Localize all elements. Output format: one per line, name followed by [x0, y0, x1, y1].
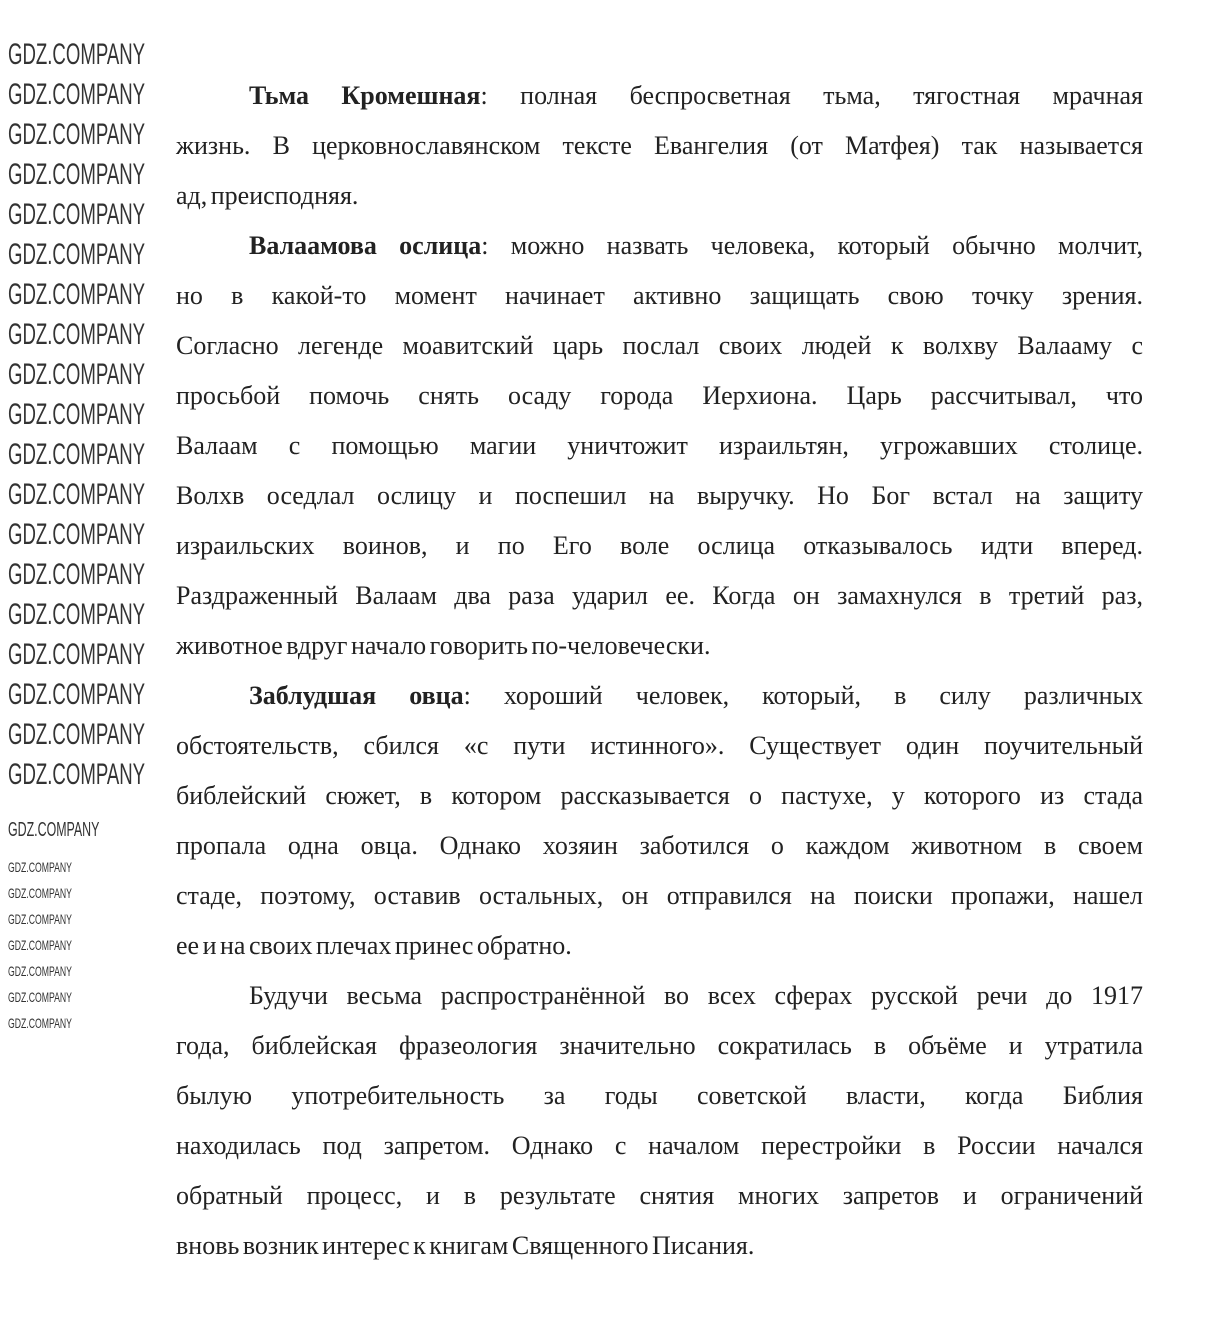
line-text: вновь возник интерес к книгам Священного Писания. [176, 1231, 755, 1260]
line-text: обратный процесс, и в результате снятия многих запретов и ограничений [176, 1181, 1143, 1210]
text-line [176, 1221, 1143, 1271]
watermark: GDZ.COMPANY [8, 678, 146, 711]
text-line [176, 221, 1143, 271]
paragraph [176, 71, 1143, 221]
text-line [176, 571, 1143, 621]
term-heading: Тьма Кромешная [249, 81, 481, 110]
watermark: GDZ.COMPANY [8, 198, 146, 231]
paragraph [176, 971, 1143, 1271]
term-heading: Заблудшая овца [249, 681, 464, 710]
text-line [176, 121, 1143, 171]
watermark: GDZ.COMPANY [8, 937, 72, 953]
watermark: GDZ.COMPANY [8, 478, 146, 511]
line-text: стаде, поэтому, оставив остальных, он отправился на поиски пропажи, нашел [176, 881, 1143, 910]
line-text: Раздраженный Валаам два раза ударил ее. Когда он замахнулся в третий раз, [176, 581, 1143, 610]
text-line [176, 371, 1143, 421]
watermark: GDZ.COMPANY [8, 278, 146, 311]
line-text: ее и на своих плечах принес обратно. [176, 931, 572, 960]
line-text: израильских воинов, и по Его воле ослица отказывалось идти вперед. [176, 531, 1143, 560]
line-text: былую употребительность за годы советской власти, когда Библия [176, 1081, 1143, 1110]
watermark: GDZ.COMPANY [8, 318, 146, 351]
watermark: GDZ.COMPANY [8, 358, 146, 391]
text-line [176, 1071, 1143, 1121]
watermark: GDZ.COMPANY [8, 238, 146, 271]
text-line [176, 671, 1143, 721]
watermark: GDZ.COMPANY [8, 911, 72, 927]
text-line [176, 321, 1143, 371]
line-text: : полная беспросветная тьма, тягостная мрачная [480, 81, 1143, 110]
watermark: GDZ.COMPANY [8, 38, 146, 71]
text-line [176, 871, 1143, 921]
line-text: Согласно легенде моавитский царь послал своих людей к волхву Валааму с [176, 331, 1143, 360]
text-line [176, 171, 1143, 221]
line-text: находилась под запретом. Однако с началом перестройки в России начался [176, 1131, 1143, 1160]
text-line [176, 1021, 1143, 1071]
line-text: Будучи весьма распространённой во всех сферах русской речи до 1917 [249, 981, 1143, 1010]
watermark: GDZ.COMPANY [8, 989, 72, 1005]
watermark: GDZ.COMPANY [8, 558, 146, 591]
watermark: GDZ.COMPANY [8, 758, 146, 791]
text-line [176, 771, 1143, 821]
paragraph [176, 671, 1143, 971]
line-text: библейский сюжет, в котором рассказывается о пастухе, у которого из стада [176, 781, 1143, 810]
text-line [176, 821, 1143, 871]
line-text: ад, преисподняя. [176, 181, 359, 210]
line-text: обстоятельств, сбился «с пути истинного». Существует один поучительный [176, 731, 1143, 760]
watermark: GDZ.COMPANY [8, 438, 146, 471]
watermark: GDZ.COMPANY [8, 859, 72, 875]
text-line [176, 521, 1143, 571]
line-text: : хороший человек, который, в силу различных [463, 681, 1143, 710]
watermark: GDZ.COMPANY [8, 398, 146, 431]
line-text: : можно назвать человека, который обычно молчит, [481, 231, 1143, 260]
watermark: GDZ.COMPANY [8, 1015, 72, 1031]
watermark: GDZ.COMPANY [8, 718, 146, 751]
watermark: GDZ.COMPANY [8, 518, 146, 551]
text-line [176, 1121, 1143, 1171]
watermark: GDZ.COMPANY [8, 78, 146, 111]
text-line [176, 921, 1143, 971]
paragraph [176, 221, 1143, 671]
text-line [176, 71, 1143, 121]
line-text: Валаам с помощью магии уничтожит израильтян, угрожавших столице. [176, 431, 1143, 460]
watermark: GDZ.COMPANY [8, 638, 146, 671]
text-line [176, 1171, 1143, 1221]
line-text: но в какой-то момент начинает активно защищать свою точку зрения. [176, 281, 1143, 310]
line-text: пропала одна овца. Однако хозяин заботился о каждом животном в своем [176, 831, 1143, 860]
text-line [176, 971, 1143, 1021]
text-line [176, 471, 1143, 521]
text-line [176, 421, 1143, 471]
document-page [176, 71, 1143, 1271]
text-line [176, 721, 1143, 771]
watermark: GDZ.COMPANY [8, 963, 72, 979]
text-line [176, 621, 1143, 671]
text-line [176, 271, 1143, 321]
watermark: GDZ.COMPANY [8, 598, 146, 631]
watermark: GDZ.COMPANY [8, 118, 146, 151]
watermark: GDZ.COMPANY [8, 819, 100, 841]
watermark: GDZ.COMPANY [8, 885, 72, 901]
line-text: Волхв оседлал ослицу и поспешил на выручку. Но Бог встал на защиту [176, 481, 1143, 510]
watermark: GDZ.COMPANY [8, 158, 146, 191]
line-text: жизнь. В церковнославянском тексте Евангелия (от Матфея) так называется [176, 131, 1143, 160]
line-text: просьбой помочь снять осаду города Иерхиона. Царь рассчитывал, что [176, 381, 1143, 410]
line-text: года, библейская фразеология значительно сократилась в объёме и утратила [176, 1031, 1143, 1060]
line-text: животное вдруг начало говорить по-человечески. [176, 631, 711, 660]
term-heading: Валаамова ослица [249, 231, 482, 260]
